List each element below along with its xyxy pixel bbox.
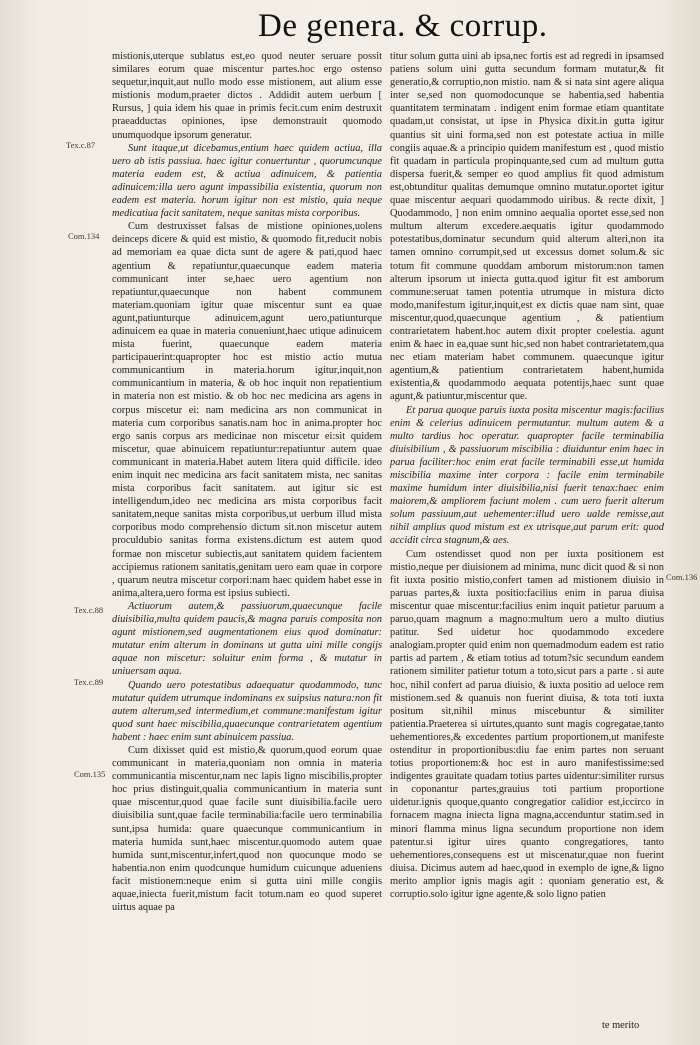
margin-note-com-134: Com.134 [68, 231, 100, 241]
margin-note-com-135: Com.135 [74, 769, 106, 779]
left-column [112, 50, 382, 914]
catchword: te merito [602, 1020, 640, 1031]
aristotle-text-paragraph: Sunt itaque,ut dicebamus,entium haec quidem actiua, illa uero ab istis passiua. haec igitur conuertuntur , quorumcunque materia eadem est, & actiua adinuicem, & patientia adinuicem:illa uero agunt impassibilia existentia, quorum non eadem est materia. horum igitur non est mistio, quia neque medicatiua facit sanitatem, neque sanitas mista corporibus. [112, 142, 382, 220]
aristotle-text-paragraph: Et parua quoque paruis iuxta posita miscentur magis:facilius enim & celerius adinuicem permutantur. multum autem & a multo tardius hoc operatur. quapropter facile terminabilia diuisibilium , & passiuorum miscibilia : diuiduntur enim haec in parua faciliter:hoc enim erat facile terminabili esse,ut humida miscibilia maxime inter corpora : facile enim terminabile maxime humidum inter diuisibilia,nisi fuerit tenax:haec enim maiorem,& ampliorem faciunt molem . cum uero fuerit alterum solum passiuum,aut uehementer:illud uero ualde remisse,aut nihil amplius quod mistum est ex utrisque,aut parum erit: quod accidit circa stagnum,& aes. [390, 404, 664, 547]
margin-note-tex-88: Tex.c.88 [74, 605, 104, 615]
commentary-paragraph: mistionis,uterque sublatus est,eo quod neuter seruare possit similares eorum quae miscentur partes.hoc ergo ostenso sequetur,inquit,aut nullo modo esse mistionem, aut alium esse mistionis modum,praeter dictos . Addidit autem uerbum [ Rursus, ] quia idem his quae in primis fecit.cum enim destruxit praeadductas opiniones, ipse demonstrauit quomodo unumquodque ipsorum generatur. [112, 51, 382, 141]
right-column [390, 50, 664, 901]
commentary-paragraph: Cum destruxisset falsas de mistione opiniones,uolens deinceps dicere & quid est mistio, & quomodo fit,reducit nobis ad memoriam ea quae dicta sunt de agere & pati,quod haec agentium & repatiuntur,quaecunque eadem materia communicant inter se,haec uero agentium non repatiuntur,quaecunque non habent communem materiam.quoniam igitur quae miscentur sunt ea quae agunt,patiunturque adinuicem,agunt uero,patiunturque adinuicem ea quae in materia conueniunt,haec utique adinuicem mista fuerint, quaecunque eadem materia participauerint:quapropter hoc est mistio actio mutua communicantium in materia.horum igitur,inquit,non communicantium in materia, & ob hoc inquit non repatientium in materia non est mistio. & ob hoc nec medicina ars agens in corpus miscetur ei: nam medicina ars non communicat in materia cum corporibus sanatis.nam hoc in anima.propter hoc ergo sanis corpus ars medicinae non miscetur ei:sit quidem miscetur, quae abinuicem repatiuntur:repatiuntur autem quae communicant in materia.Habet autem litera quid difficile. ideo enim inquit nec medicina ars facit sanitatem mista, nec sanitas mista corporibus facit sanitatem. aut igitur sic est intelligendum,ideo nec medicina ars mista corporibus facit sanitatem,neque sanitas mista corporibus,ut uerbum illud mista corporibus modo comprehensio dictum sit.non miscetur autem proculdubio sanitas forma existens.dictum est autem quod formae non miscetur subiectis,aut sanitatem quidem facientem accipiemus rationem sanitatis,genitam uero eam quae in corpore , quarum neutra miscetur corpori:nam haec quidem habet esse in anima,altera,uero forma est ipsius subiecti. [112, 221, 382, 599]
commentary-paragraph: Cum dixisset quid est mistio,& quorum,quod eorum quae communicant in materia,quoniam non omnia in materia communicantia miscentur,nam nec lapis ligno miscibilis,propter hoc prius distinguit,qualia communicantium in materia sunt quae miscentur,quod quae facile sunt diuisibilia.facile uero diuisibilia sunt,quae facile terminabilia:facile uero terminabilia sunt,ipsa humida: quare quaecunque communicantium in materia humida sunt,haec miscentur.quomodo autem quae humida sunt,miscentur,infert,quod non quocunque modo se habentia.non enim quodcunque humidum cuicunque adueniens facit mistionem:neque enim si gutta uini mille congiis aquae,iniecta fuerit,mistum facit totum.nam eo quod superet uirtus aquae pa [112, 744, 382, 914]
margin-note-com-136: Com.136 [666, 572, 698, 582]
aristotle-text-paragraph: Actiuorum autem,& passiuorum,quaecunque facile diuisibilia,multa quidem paucis,& magna paruis composita non agunt mistionem,sed augmentationem eius quod dominatur: mutatur enim alterum in dominans ut gutta uini mille congijs aquae non miscetur: soluitur enim forma , & mutatur in uniuersam aqua. [112, 600, 382, 678]
running-title: De genera. & corrup. [258, 8, 548, 44]
margin-note-tex-87: Tex.c.87 [66, 140, 96, 150]
commentary-paragraph: Cum ostendisset quod non per iuxta positionem est mistio,neque per diuisionem ad minima, nunc dicit quod & si non fit iuxta positio mistio,confert tamen ad mistionem diuisio in paruas partes,& iuxta positio:facilius enim in parua diuisa miscentur quae miscentur:facilius enim inquit patietur paruum a paruo,quam magnum a magno:multum uero a multo diutius patitur. Sed uidetur hoc quodammodo excedere analogiam.propter quid enim non quemadmodum eadem est ratio partis ad partem , & etiam totius ad totum?sic secundum eandem rationem similiter patietur totum a toto,sicut pars a parte . si aute hoc, nihil confert ad parua diuisio, & iuxta positio ad ueloce rem mistionem.sed & quanuis non fuerint diuisa, & tota toti iuxta positum sit,nihil minus miscebuntur & similiter patientia.Praeterea si uirtutes,quanto sunt magis cogregatae,tanto uehementiores,& excedentes partium proportionem,ut manifeste ostenditur in proportionibus:diu fae enim partes non seruant totius proportionem:& hoc est in auro manifestissime:sed indigentes grauitate quadam totius partes uidentur:similiter rursus in coponantur partes,grauius toti partium proportione uidetur.ignis quoque,quanto congregatior calidior est,iccirco in fornacem magna iniecta ligna magna,accenduntur statim.sed in minori flamma minus ligna secundum proportione non idem patentur.si igitur uires quanto congregatiores, tanto uehementiores,consequens est ut miscenatur,quae non fuerint diuisa. Dicimus autem ad haec,quod in exemplo de igne,& ligno merito amplior ignis magis agit : quoniam generatio est, & corruptio.solo igitur igne agente,& solo ligno patien [390, 548, 664, 900]
aristotle-text-paragraph: Quando uero potestatibus adaequatur quodammodo, tunc mutatur quidem utrumque indominans ex suipsius natura:non fit autem alterum,sed intermedium,et commune:manifestum igitur quod sunt haec miscibilia,quaecunque contrarietatem agentium habent : haec enim sunt abinuicem passiua. [112, 679, 382, 743]
margin-note-tex-89: Tex.c.89 [74, 677, 104, 687]
commentary-paragraph: titur solum gutta uini ab ipsa,nec fortis est ad regredi in ipsamsed patiens solum uini gutta secundum formam mutatur,& fit generatio,& corruptio,non mistio. nam & si nata sint agere aliqua inter se,sed non quomodocunque se habentia,sed habentia quantitatem terminatam . indigent enim formae etiam quantitate quadam,ut consistat, ut ipse in Physica dixit.in gutta igitur quantius sit uini forma,sed non est potestate actiua in mille congiis aquae.& a principio quidem manifestum est , quod mistio fit quadam in particula propinquante,sed cum ad multum gutta dispersa fuerit,& semper eo quod amplius fit quod admistum est,obtunditur qualitas demumque omnino mutatur.oportet igitur quae miscentur aequari quodammodo uiribus. & recte dixit, ] Quodammodo, ] non enim omnino aequalia oportet esse,sed non multum alterum excedere.aequatis igitur quodammodo potestatibus,dominatur secundum quid alterum alteri,non ita tamen omnino corrumpit,sed ut excessus domet solum.& sic totum fit commune quoddam amborum mistorum:non tamen alterum ipsorum ut iniecta gutta.quod igitur fit est amborum commune:seruat tamen potentia utrumque in mistura dicto modo,manifestum igitur,inquit,est ex dictis quae nam sint, quae miscentur,quod,quaecunque agentium , & patientium contrarietatem habent.hoc autem dixit propter coelestia. agunt enim & haec in ea,quae sunt hic,sed non habet contrarietatem,qua nec etiam materiam habet communem. quaecunque igitur agentium,& patientium contrarietatem habent,humida existentia,& quodammodo aequata potentijs,haec sunt quae agunt,& patiuntur,miscentur que. [390, 51, 664, 403]
